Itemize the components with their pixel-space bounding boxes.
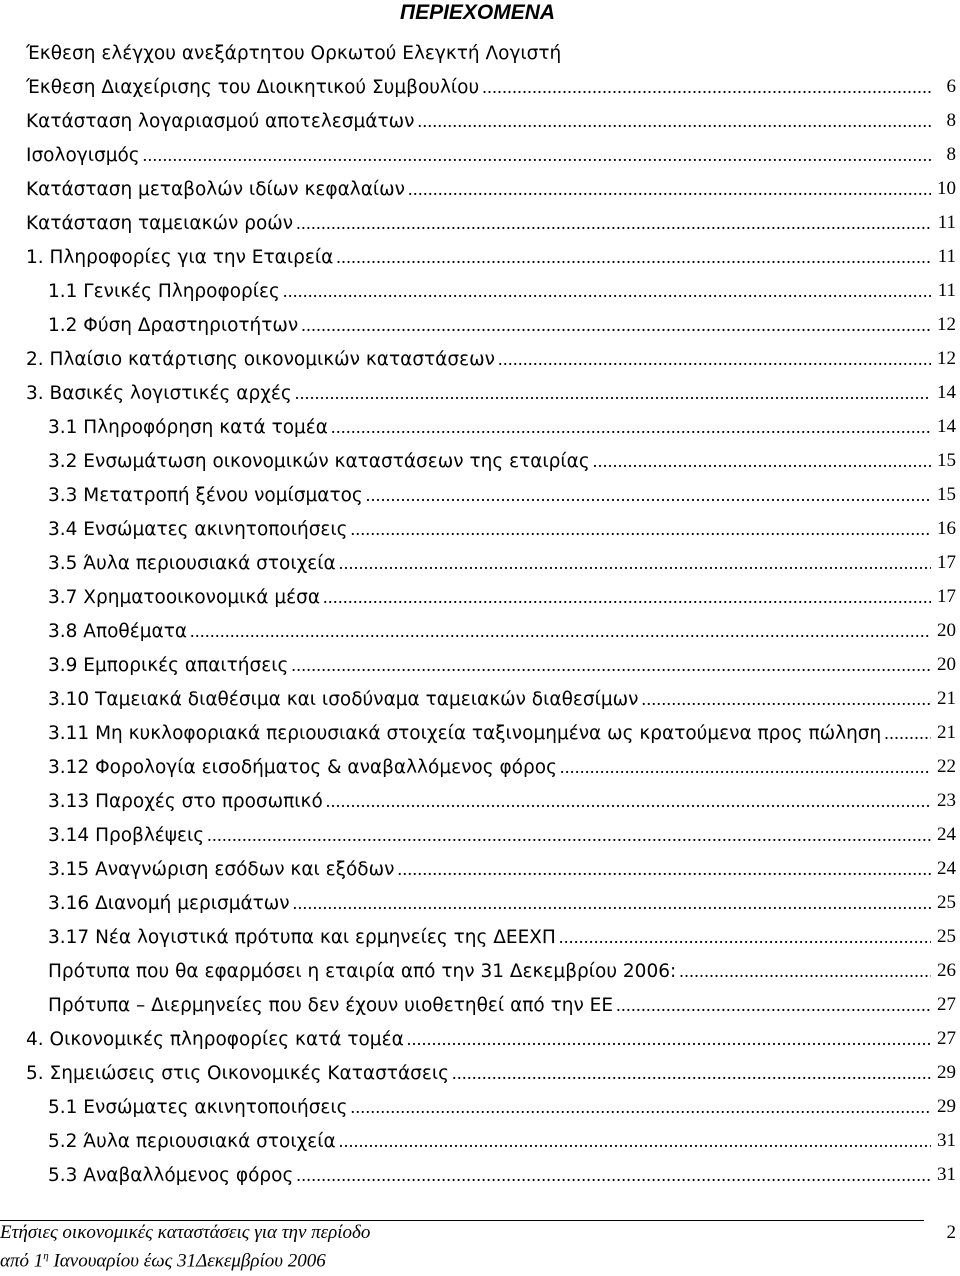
toc-entry-label: 3.16 Διανομή μερισμάτων xyxy=(48,892,290,914)
toc-entry-leader xyxy=(616,995,931,1016)
toc-entry-label: Πρότυπα – Διερμηνείες που δεν έχουν υιοθετηθεί από την ΕΕ xyxy=(48,994,614,1016)
toc-entry-page: 8 xyxy=(946,144,956,165)
footer-document-title: Ετήσιες οικονομικές καταστάσεις για την περίοδο xyxy=(0,1222,371,1243)
toc-entry[interactable] xyxy=(0,308,960,342)
toc-entry-label: 3.17 Νέα λογιστικά πρότυπα και ερμηνείες της ΔΕΕΧΠ xyxy=(48,926,556,948)
footer-divider xyxy=(0,1220,924,1221)
toc-entry-label: 5.2 Άυλα περιουσιακά στοιχεία xyxy=(48,1130,336,1152)
toc-entry-label: 1.1 Γενικές Πληροφορίες xyxy=(48,280,280,302)
toc-entry-label: Έκθεση Διαχείρισης του Διοικητικού Συμβουλίου xyxy=(26,76,480,98)
toc-entry-page: 14 xyxy=(937,382,956,403)
toc-entry[interactable] xyxy=(0,1124,960,1158)
toc-entry-leader xyxy=(283,281,931,302)
toc-entry[interactable] xyxy=(0,1090,960,1124)
toc-entry-page: 31 xyxy=(937,1164,956,1185)
toc-entry-label: Ισολογισμός xyxy=(26,144,140,166)
toc-entry-leader xyxy=(482,77,931,98)
toc-entry[interactable] xyxy=(0,206,960,240)
toc-entry-page: 17 xyxy=(937,586,956,607)
toc-entry-label: 3.7 Χρηματοοικονομικά μέσα xyxy=(48,586,321,608)
toc-entry[interactable] xyxy=(0,1022,960,1056)
table-of-contents xyxy=(0,36,960,1192)
toc-entry[interactable] xyxy=(0,750,960,784)
toc-entry[interactable] xyxy=(0,546,960,580)
toc-entry-page: 25 xyxy=(937,926,956,947)
toc-entry-label: 1. Πληροφορίες για την Εταιρεία xyxy=(26,246,334,268)
toc-entry-label: Έκθεση ελέγχου ανεξάρτητου Ορκωτού Ελεγκτή Λογιστή xyxy=(26,42,562,64)
toc-entry-page: 24 xyxy=(937,858,956,879)
toc-entry-page: 17 xyxy=(937,552,956,573)
footer-period xyxy=(0,1250,326,1272)
toc-entry-leader xyxy=(351,1097,931,1118)
toc-entry-leader xyxy=(301,315,931,336)
toc-entry[interactable] xyxy=(0,682,960,716)
toc-entry-page: 15 xyxy=(937,450,956,471)
toc-entry[interactable] xyxy=(0,716,960,750)
toc-entry-leader xyxy=(323,587,931,608)
toc-entry-label: Κατάσταση μεταβολών ιδίων κεφαλαίων xyxy=(26,178,406,200)
toc-entry[interactable] xyxy=(0,818,960,852)
toc-entry-page: 8 xyxy=(946,110,956,131)
toc-entry[interactable] xyxy=(0,240,960,274)
toc-entry-label: 1.2 Φύση Δραστηριοτήτων xyxy=(48,314,299,336)
toc-entry-label: 3. Βασικές λογιστικές αρχές xyxy=(26,382,292,404)
toc-entry[interactable] xyxy=(0,784,960,818)
toc-entry-label: Πρότυπα που θα εφαρμόσει η εταιρία από την 31 Δεκεμβρίου 2006: xyxy=(48,960,677,982)
footer-period-superscript: η xyxy=(43,1250,49,1262)
toc-entry-leader xyxy=(207,825,931,846)
footer-page-number: 2 xyxy=(946,1222,956,1243)
toc-entry-page: 11 xyxy=(937,212,956,233)
toc-entry-label: 3.10 Ταμειακά διαθέσιμα και ισοδύναμα ταμειακών διαθεσίμων xyxy=(48,688,639,710)
toc-entry-label: 3.13 Παροχές στο προσωπικό xyxy=(48,790,323,812)
toc-entry-page: 10 xyxy=(937,178,956,199)
toc-entry-page: 16 xyxy=(937,518,956,539)
toc-entry-leader xyxy=(366,485,931,506)
toc-entry-leader xyxy=(296,213,931,234)
toc-entry[interactable] xyxy=(0,920,960,954)
toc-entry-leader xyxy=(417,111,931,132)
toc-entry-page: 29 xyxy=(937,1062,956,1083)
footer-period-prefix: από 1 xyxy=(0,1250,44,1272)
toc-entry-page: 12 xyxy=(937,314,956,335)
toc-entry[interactable] xyxy=(0,342,960,376)
toc-entry-page: 26 xyxy=(937,960,956,981)
toc-entry[interactable] xyxy=(0,614,960,648)
toc-entry[interactable] xyxy=(0,954,960,988)
toc-entry-leader xyxy=(190,621,931,642)
toc-entry-label: 3.1 Πληροφόρηση κατά τομέα xyxy=(48,416,329,438)
toc-entry[interactable] xyxy=(0,852,960,886)
toc-entry-label: 3.4 Ενσώματες ακινητοποιήσεις xyxy=(48,518,348,540)
toc-entry-leader xyxy=(641,689,931,710)
toc-entry[interactable] xyxy=(0,172,960,206)
toc-entry-leader xyxy=(559,927,931,948)
toc-entry-label: 5. Σημειώσεις στις Οικονομικές Καταστάσεις xyxy=(26,1062,449,1084)
toc-entry-leader xyxy=(884,723,931,744)
toc-entry-page: 14 xyxy=(937,416,956,437)
toc-entry-leader xyxy=(351,519,931,540)
toc-entry-label: 3.3 Μετατροπή ξένου νομίσματος xyxy=(48,484,363,506)
toc-entry-leader xyxy=(679,961,931,982)
toc-entry[interactable] xyxy=(0,274,960,308)
toc-entry[interactable] xyxy=(0,580,960,614)
toc-entry-leader xyxy=(331,417,931,438)
toc-entry-page: 27 xyxy=(937,1028,956,1049)
toc-entry-page: 24 xyxy=(937,824,956,845)
toc-entry-leader xyxy=(295,383,931,404)
toc-entry-leader xyxy=(408,179,931,200)
toc-entry[interactable] xyxy=(0,104,960,138)
footer-period-suffix: Ιανουαρίου έως 31Δεκεμβρίου 2006 xyxy=(48,1250,326,1272)
toc-entry-label: 3.2 Ενσωμάτωση οικονομικών καταστάσεων της εταιρίας xyxy=(48,450,590,472)
toc-entry-leader xyxy=(560,757,931,778)
toc-entry-page: 20 xyxy=(937,654,956,675)
toc-entry-label: 3.15 Αναγνώριση εσόδων και εξόδων xyxy=(48,858,395,880)
toc-entry[interactable] xyxy=(0,36,960,70)
toc-entry-label: 3.8 Αποθέματα xyxy=(48,620,188,642)
toc-entry-leader xyxy=(397,859,931,880)
toc-entry-page: 22 xyxy=(937,756,956,777)
toc-entry[interactable] xyxy=(0,886,960,920)
toc-entry[interactable] xyxy=(0,1056,960,1090)
toc-entry[interactable] xyxy=(0,138,960,172)
toc-entry-leader xyxy=(293,893,931,914)
toc-entry-label: 3.14 Προβλέψεις xyxy=(48,824,205,846)
toc-entry[interactable] xyxy=(0,1158,960,1192)
toc-entry-label: 3.5 Άυλα περιουσιακά στοιχεία xyxy=(48,552,336,574)
toc-entry-page: 21 xyxy=(937,688,956,709)
toc-entry-label: 3.9 Εμπορικές απαιτήσεις xyxy=(48,654,289,676)
toc-entry-label: Κατάσταση λογαριασμού αποτελεσμάτων xyxy=(26,110,415,132)
toc-entry-leader xyxy=(326,791,931,812)
toc-entry-page: 21 xyxy=(937,722,956,743)
toc-entry-page: 6 xyxy=(946,76,956,97)
toc-entry-leader xyxy=(339,1131,931,1152)
page-footer xyxy=(0,1216,960,1276)
toc-entry[interactable] xyxy=(0,376,960,410)
toc-entry-label: 2. Πλαίσιο κατάρτισης οικονομικών καταστάσεων xyxy=(26,348,495,370)
toc-entry-page: 23 xyxy=(937,790,956,811)
toc-entry-page: 27 xyxy=(937,994,956,1015)
toc-entry[interactable] xyxy=(0,988,960,1022)
toc-entry-page: 11 xyxy=(937,246,956,267)
toc-entry-leader xyxy=(291,655,931,676)
page-title: ΠΕΡΙΕΧΟΜΕΝΑ xyxy=(400,1,556,24)
toc-entry-label: 3.11 Μη κυκλοφοριακά περιουσιακά στοιχεία ταξινομημένα ως κρατούμενα προς πώληση xyxy=(48,722,882,744)
toc-entry-leader xyxy=(336,247,931,268)
toc-entry[interactable] xyxy=(0,444,960,478)
toc-entry-label: 4. Οικονομικές πληροφορίες κατά τομέα xyxy=(26,1028,404,1050)
toc-entry-leader xyxy=(296,1165,931,1186)
toc-entry-page: 25 xyxy=(937,892,956,913)
toc-entry-label: 3.12 Φορολογία εισοδήματος & αναβαλλόμενος φόρος xyxy=(48,756,557,778)
toc-entry-page: 11 xyxy=(937,280,956,301)
toc-entry-leader xyxy=(339,553,931,574)
toc-entry-label: Κατάσταση ταμειακών ροών xyxy=(26,212,294,234)
toc-entry-leader xyxy=(452,1063,931,1084)
toc-entry-label: 5.3 Αναβαλλόμενος φόρος xyxy=(48,1164,294,1186)
toc-entry-page: 12 xyxy=(937,348,956,369)
toc-entry[interactable] xyxy=(0,478,960,512)
toc-entry-leader xyxy=(498,349,931,370)
toc-entry[interactable] xyxy=(0,512,960,546)
toc-entry-leader xyxy=(593,451,931,472)
toc-entry-leader xyxy=(407,1029,931,1050)
toc-entry-leader xyxy=(143,145,931,166)
toc-entry-label: 5.1 Ενσώματες ακινητοποιήσεις xyxy=(48,1096,348,1118)
toc-entry[interactable] xyxy=(0,410,960,444)
toc-entry-page: 15 xyxy=(937,484,956,505)
toc-entry-page: 31 xyxy=(937,1130,956,1151)
toc-entry[interactable] xyxy=(0,648,960,682)
toc-entry[interactable] xyxy=(0,70,960,104)
toc-entry-page: 20 xyxy=(937,620,956,641)
toc-entry-page: 29 xyxy=(937,1096,956,1117)
